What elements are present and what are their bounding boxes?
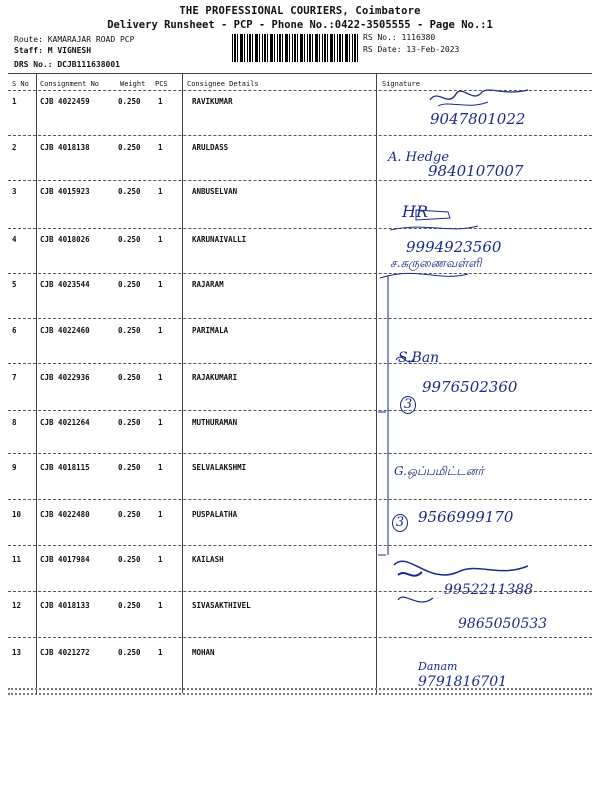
row-consignment: CJB 4022459 (40, 97, 90, 106)
runsheet-title: Delivery Runsheet - PCP - Phone No.:0422-3505555 - Page No.:1 (107, 19, 493, 31)
row-consignment: CJB 4017984 (40, 555, 90, 564)
row-pcs: 1 (158, 97, 163, 106)
handwritten-count-10: 3 (392, 514, 408, 532)
row-weight: 0.250 (118, 418, 141, 427)
handwritten-phone-4: 9994923560 (406, 238, 502, 256)
col-sno: S No (12, 80, 29, 88)
row-sno: 2 (12, 143, 17, 152)
row-weight: 0.250 (118, 463, 141, 472)
handwritten-signature-4: ச.கருணைவள்ளி (390, 256, 482, 270)
row-sno: 4 (12, 235, 17, 244)
row-pcs: 1 (158, 280, 163, 289)
handwritten-signature-13: Danam (418, 660, 458, 673)
row-consignee: KAILASH (192, 555, 224, 564)
row-consignment: CJB 4018026 (40, 235, 90, 244)
row-consignee: MOHAN (192, 648, 215, 657)
row-sno: 9 (12, 463, 17, 472)
staff-label: Staff: M VIGNESH (14, 46, 92, 55)
bottom-rule-2 (8, 693, 592, 695)
row-pcs: 1 (158, 143, 163, 152)
row-weight: 0.250 (118, 555, 141, 564)
row-consignment: CJB 4023544 (40, 280, 90, 289)
row-weight: 0.250 (118, 373, 141, 382)
row-consignment: CJB 4018133 (40, 601, 90, 610)
row-consignment: CJB 4022460 (40, 326, 90, 335)
row-sno: 5 (12, 280, 17, 289)
row-sno: 3 (12, 187, 17, 196)
row-consignee: KARUNAIVALLI (192, 235, 247, 244)
handwritten-phone-1: 9047801022 (430, 110, 526, 128)
row-sno: 12 (12, 601, 22, 610)
row-consignee: RAJARAM (192, 280, 224, 289)
row-pcs: 1 (158, 326, 163, 335)
row-consignment: CJB 4022936 (40, 373, 90, 382)
row-consignment: CJB 4015923 (40, 187, 90, 196)
row-weight: 0.250 (118, 187, 141, 196)
handwritten-phone-13: 9791816701 (418, 674, 508, 690)
row-consignment: CJB 4022480 (40, 510, 90, 519)
col-pcs: PCS (155, 80, 168, 88)
handwritten-phone-12: 9865050533 (458, 616, 548, 632)
row-pcs: 1 (158, 235, 163, 244)
col-divider-3 (376, 73, 377, 693)
row-weight: 0.250 (118, 510, 141, 519)
row-sno: 13 (12, 648, 22, 657)
handwritten-phone-2: 9840107007 (428, 162, 524, 180)
row-pcs: 1 (158, 463, 163, 472)
handwritten-phone-10: 9566999170 (418, 508, 514, 526)
row-weight: 0.250 (118, 648, 141, 657)
route-label: Route: KAMARAJAR ROAD PCP (14, 35, 135, 44)
row-consignee: RAJAKUMARI (192, 373, 238, 382)
barcode (232, 34, 358, 62)
row-consignee: RAVIKUMAR (192, 97, 233, 106)
bottom-rule (8, 688, 592, 690)
row-sno: 1 (12, 97, 17, 106)
row-pcs: 1 (158, 648, 163, 657)
col-consignment: Consignment No (40, 80, 100, 88)
row-weight: 0.250 (118, 280, 141, 289)
row-sno: 10 (12, 510, 22, 519)
row-weight: 0.250 (118, 326, 141, 335)
col-weight: Weight (120, 80, 146, 88)
row-pcs: 1 (158, 510, 163, 519)
row-weight: 0.250 (118, 143, 141, 152)
row-pcs: 1 (158, 373, 163, 382)
row-consignee: PARIMALA (192, 326, 229, 335)
col-consignee: Consignee Details (187, 80, 259, 88)
row-consignee: MUTHURAMAN (192, 418, 238, 427)
row-pcs: 1 (158, 555, 163, 564)
row-sno: 11 (12, 555, 22, 564)
row-pcs: 1 (158, 418, 163, 427)
row-consignment: CJB 4018138 (40, 143, 90, 152)
signature-column (378, 70, 600, 700)
row-weight: 0.250 (118, 601, 141, 610)
row-sno: 7 (12, 373, 17, 382)
row-consignee: ARULDASS (192, 143, 229, 152)
company-title: THE PROFESSIONAL COURIERS, Coimbatore (179, 5, 421, 17)
row-consignee: SIVASAKTHIVEL (192, 601, 251, 610)
row-consignment: CJB 4021264 (40, 418, 90, 427)
col-signature: Signature (382, 80, 420, 88)
col-divider-1 (36, 73, 37, 693)
rs-date: RS Date: 13-Feb-2023 (363, 45, 460, 54)
row-consignment: CJB 4018115 (40, 463, 90, 472)
handwritten-phone-7: 9976502360 (422, 378, 518, 396)
row-sno: 6 (12, 326, 17, 335)
handwritten-signature-7: S.Ban (398, 350, 440, 366)
row-weight: 0.250 (118, 235, 141, 244)
row-sno: 8 (12, 418, 17, 427)
handwritten-signature-3: HR (402, 202, 428, 221)
handwritten-count-7: 3 (400, 396, 416, 414)
row-weight: 0.250 (118, 97, 141, 106)
handwritten-phone-11: 9952211388 (444, 582, 534, 598)
row-consignee: SELVALAKSHMI (192, 463, 247, 472)
row-pcs: 1 (158, 187, 163, 196)
row-consignment: CJB 4021272 (40, 648, 90, 657)
rs-number: RS No.: 1116380 (363, 33, 436, 42)
drs-number: DRS No.: DCJB111638001 (14, 60, 120, 69)
row-consignee: PUSPALATHA (192, 510, 238, 519)
handwritten-signature-2: A. Hedge (388, 150, 450, 165)
row-pcs: 1 (158, 601, 163, 610)
handwritten-signature-9: G.ஒப்பமிட்டனர் (394, 464, 484, 478)
row-consignee: ANBUSELVAN (192, 187, 238, 196)
col-divider-2 (182, 73, 183, 693)
